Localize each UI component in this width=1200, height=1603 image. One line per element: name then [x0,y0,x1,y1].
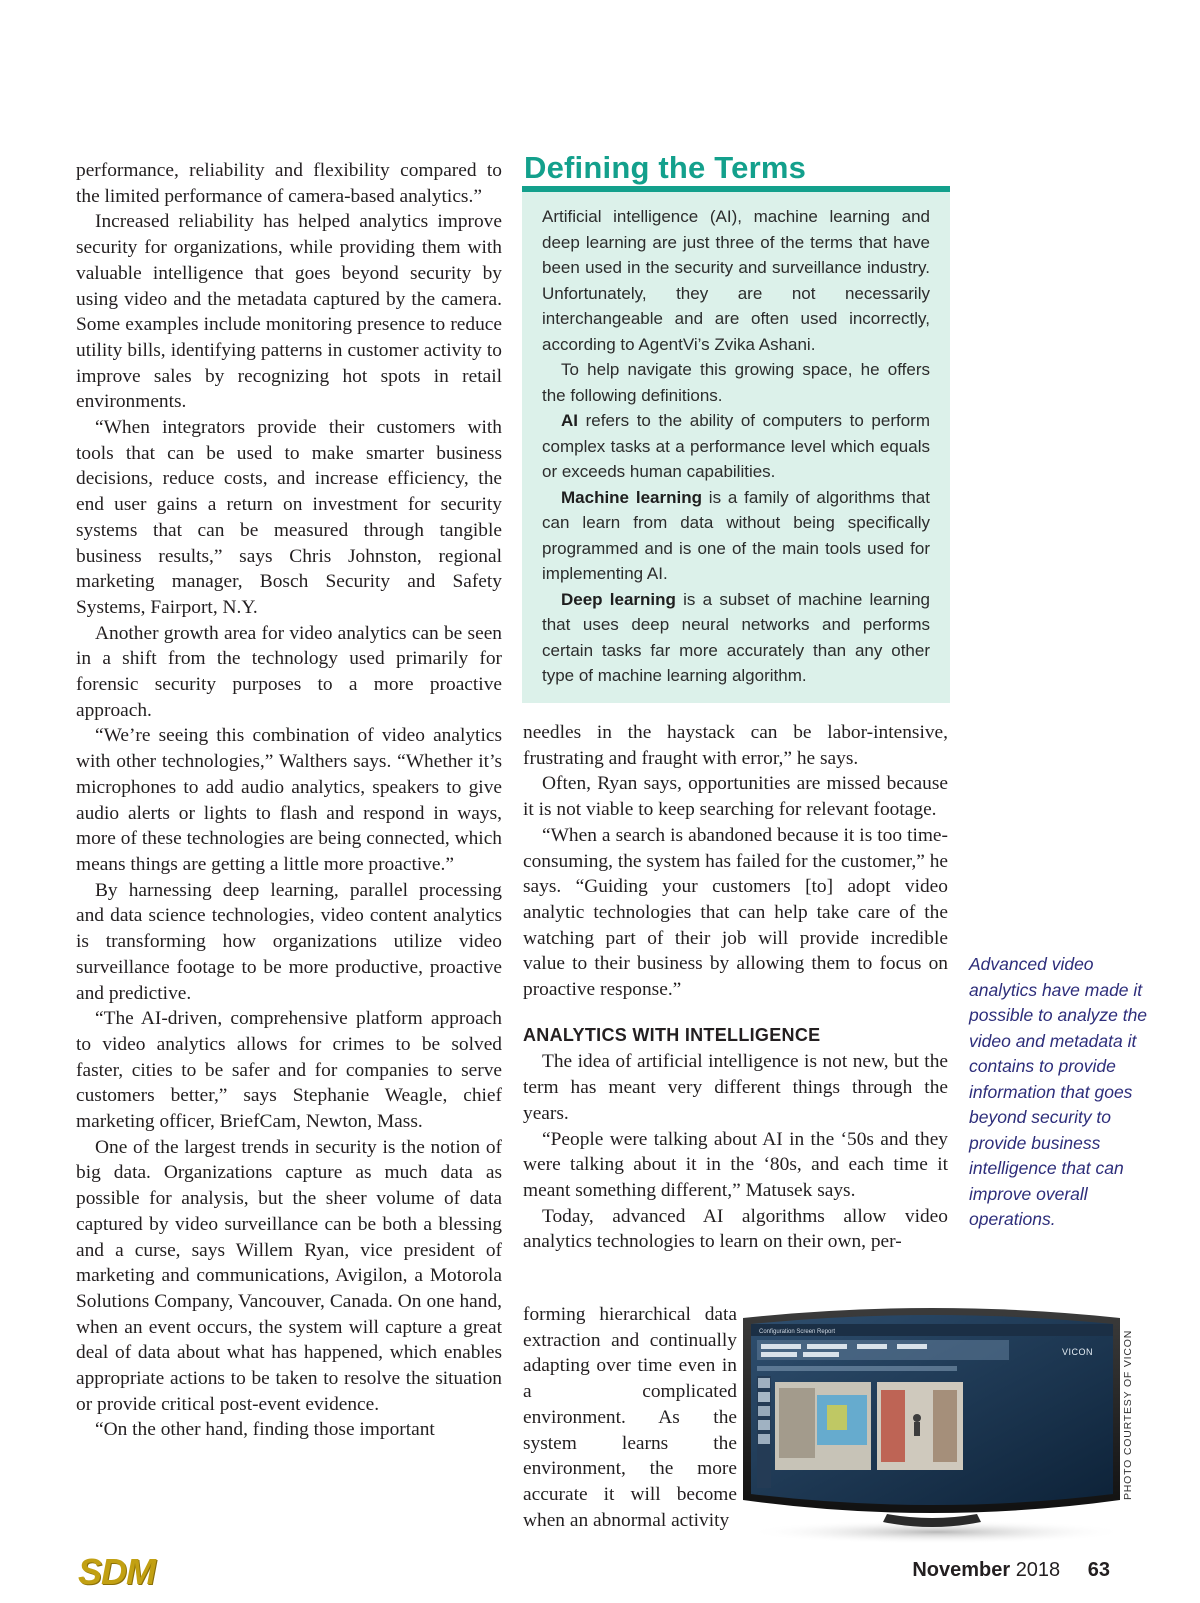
definition-deep-learning [542,587,930,689]
definition-machine-learning [542,485,930,587]
definition-ai [542,408,930,485]
paragraph: needles in the haystack can be labor-intensive, frustrating and fraught with error,” he says. [523,722,948,769]
shelf [779,1388,815,1458]
definition-text: is a subset of machine learning that uses deep neural networks and performs certain tasks far more accurately than any other type of machine learning algorithm. [542,589,930,685]
page-footer [912,1559,1110,1582]
issue-month: November [912,1559,1011,1581]
definition-term: Machine learning [561,487,702,507]
definition-text: refers to the ability of computers to perform complex tasks at a performance level which equals or exceeds human capabilities. [542,411,930,481]
thumbnail [758,1406,770,1416]
paragraph: “The AI-driven, comprehensive platform approach to video analytics allows for crimes to be solved faster, cities to be safer and for companies to serve customers better,” says Stephanie Weagle, chief marketing officer, BriefCam, Newton, Mass. [76,1008,502,1133]
thumbnail [758,1434,770,1444]
brand-logo: VICON [1062,1347,1094,1357]
paragraph: By harnessing deep learning, parallel processing and data science technologies, video content analytics is transforming how organizations utilize video surveillance footage to be more productive, proactive and predictive. [76,879,502,1004]
paragraph: Today, advanced AI algorithms allow video analytics technologies to learn on their own, per- [523,1205,948,1253]
paragraph: “When a search is abandoned because it is too time-consuming, the system has failed for the customer,” he says. “Guiding your customers [to] adopt video analytic technologies that can help take care of the watching part of their job will provide incredible value to their business by allowing them to focus on proactive response.” [523,824,948,1001]
definition-term: AI [561,411,578,430]
paragraph: Increased reliability has helped analytics improve security for organizations, while providing them with valuable intelligence that goes beyond security by using video and the metadata captured by the camera. Some examples include monitoring presence to reduce utility bills, identifying patterns in customer activity to improve sales by recognizing hot spots in retail environments. [76,211,502,413]
thumbnail [758,1378,770,1388]
filter-field [857,1344,887,1349]
paragraph: The idea of artificial intelligence is not new, but the term has meant very different things through the years. [523,1051,948,1124]
sdm-logo: SDM [78,1551,155,1592]
photo-credit: PHOTO COURTESY OF VICON [1122,1329,1134,1500]
sidebar-body [522,192,950,703]
person [914,1422,920,1436]
filter-field [803,1352,839,1357]
paragraph: “On the other hand, finding those important [95,1419,435,1441]
paragraph: Another growth area for video analytics can be seen in a shift from the technology used primarily for forensic security purposes to a more proactive approach. [76,622,502,721]
shelf [881,1390,905,1462]
filter-field [897,1344,927,1349]
article-column-left [76,158,502,1443]
paragraph: “People were talking about AI in the ‘50s and they were talking about it in the ‘80s, and each time it meant something different,” Matusek says. [523,1128,948,1201]
paragraph: Often, Ryan says, opportunities are missed because it is not viable to keep searching for relevant footage. [523,773,948,821]
paragraph: “When integrators provide their customers with tools that can be used to make smarter business decisions, reduce costs, and increase efficiency, the end user gains a return on investment for security systems that can be measured through tangible business results,” says Chris Johnston, regional marketing manager, Bosch Security and Safety Systems, Fairport, N.Y. [76,417,502,618]
paragraph: One of the largest trends in security is the notion of big data. Organizations capture as much data as possible for analysis, but the sheer volume of data captured by video surveillance can be both a blessing and a curse, says Willem Ryan, vice president of marketing and communications, Avigilon, a Motorola Solutions Company, Vancouver, Canada. On one hand, when an event occurs, the system will capture a great deal of data about what has happened, which enables appropriate actions to be taken to resolve the situation or provide critical post-event evidence. [76,1136,502,1415]
paragraph: performance, reliability and flexibility compared to the limited performance of camera-based analytics.” [76,160,502,207]
filter-field [807,1344,847,1349]
app-title: Configuration Screen Report [759,1329,836,1335]
photo-caption: Advanced video analytics have made it possible to analyze the video and metadata it contains to provide information that goes beyond security to provide business intelligence that can improve overall operations. [969,954,1148,1229]
page-number: 63 [1087,1559,1110,1581]
heatmap-hotspot [827,1405,847,1430]
shelf [933,1390,957,1462]
section-subhead: ANALYTICS WITH INTELLIGENCE [523,1024,821,1045]
article-column-middle-wrap [523,1302,737,1533]
filter-field [761,1352,797,1357]
paragraph: “We’re seeing this combination of video analytics with other technologies,” Walthers says. “Whether it’s microphones to add audio analytics, speakers to give audio alerts or lights to flash and respond in ways, more of these technologies are being connected, which means things are getting a little more proactive.” [76,725,502,875]
toolbar-row [757,1366,957,1371]
sidebar-title: Defining the Terms [524,150,807,185]
article-column-middle [523,720,948,1255]
sidebar-paragraph: To help navigate this growing space, he offers the following definitions. [542,360,930,405]
thumbnail [758,1392,770,1402]
definition-term: Deep learning [561,589,676,609]
issue-year: 2018 [1015,1559,1061,1581]
thumbnail [758,1420,770,1430]
sidebar-defining-terms [522,150,950,703]
definition-text: is a family of algorithms that can learn from data without being specifically programmed and is one of the main tools used for implementing AI. [542,487,930,583]
paragraph: forming hierarchical data extraction and continually adapting over time even in a complicated environment. As the system learns the environment, the more accurate it will become when an abnormal activity [523,1304,737,1531]
monitor-photo [737,1300,1124,1545]
person [913,1414,921,1422]
filter-field [761,1344,801,1349]
sidebar-paragraph: Artificial intelligence (AI), machine learning and deep learning are just three of the terms that have been used in the security and surveillance industry. Unfortunately, they are not necessarily interchangeable and are often used incorrectly, according to AgentVi’s Zvika Ashani. [542,207,930,354]
